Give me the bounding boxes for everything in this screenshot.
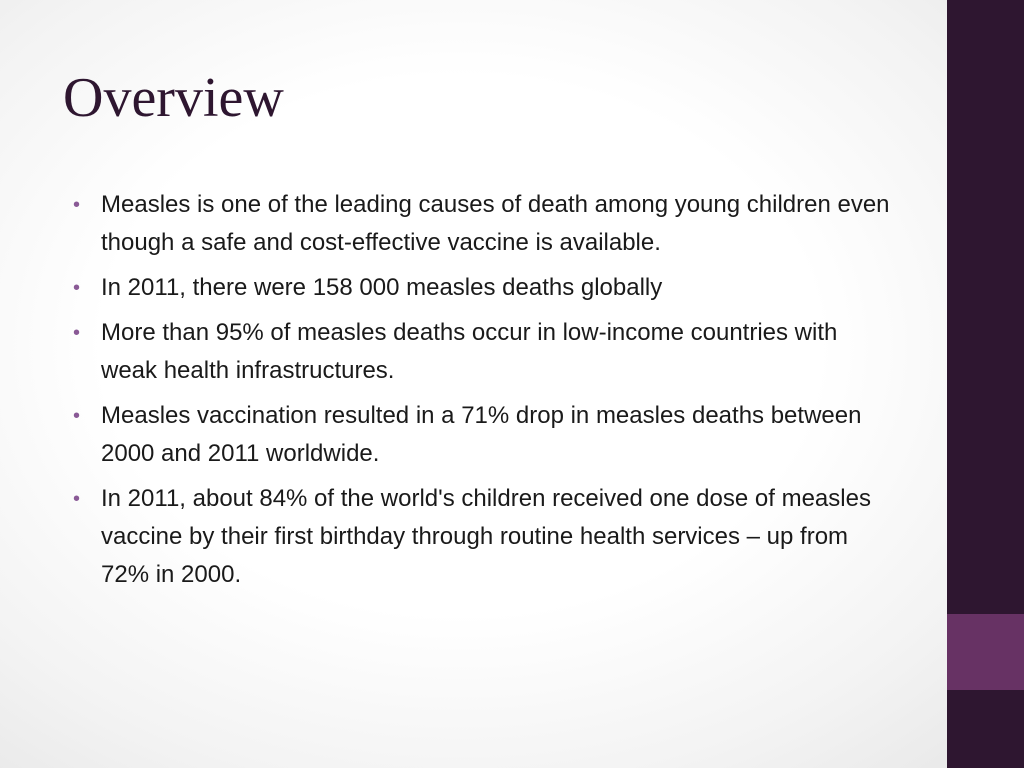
bullet-marker-icon: • — [73, 277, 81, 299]
slide-title: Overview — [63, 67, 284, 129]
bullet-text: Measles vaccination resulted in a 71% drop in measles deaths between 2000 and 2011 worldwide. — [101, 402, 862, 467]
side-bar-accent-block — [947, 614, 1024, 690]
bullet-item — [72, 269, 892, 307]
bullet-text: In 2011, there were 158 000 measles deaths globally — [101, 274, 663, 301]
bullet-marker-icon: • — [73, 488, 81, 510]
decorative-side-bar — [947, 0, 1024, 768]
bullet-item — [72, 480, 892, 594]
bullet-text: Measles is one of the leading causes of death among young children even though a safe and cost-effective vaccine is available. — [101, 191, 890, 256]
bullet-text: In 2011, about 84% of the world's children received one dose of measles vaccine by their first birthday through routine health services – up from 72% in 2000. — [101, 485, 871, 588]
bullet-marker-icon: • — [73, 322, 81, 344]
bullet-list — [72, 186, 892, 601]
bullet-marker-icon: • — [73, 405, 81, 427]
bullet-item — [72, 314, 892, 390]
bullet-item — [72, 186, 892, 262]
bullet-text: More than 95% of measles deaths occur in low-income countries with weak health infrastructures. — [101, 319, 838, 384]
bullet-marker-icon: • — [73, 194, 81, 216]
bullet-item — [72, 397, 892, 473]
